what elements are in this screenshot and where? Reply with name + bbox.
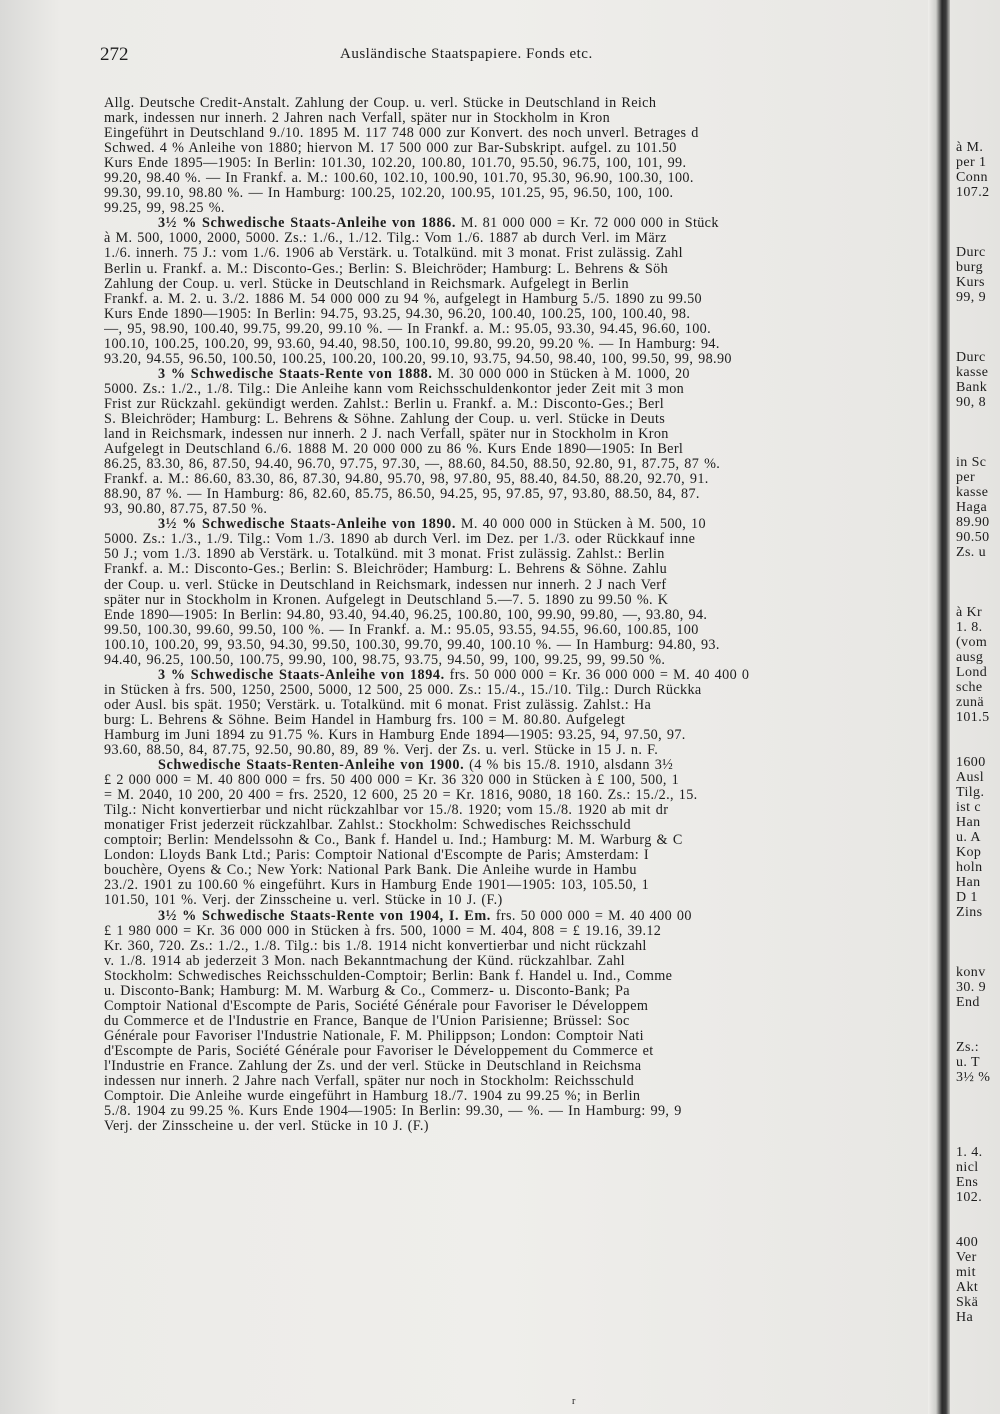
- line-text: Frankf. a. M. 2. u. 3./2. 1886 M. 54 000 000 zu 94 %, aufgelegt in Hamburg 5./5. 1890 zu 99.50: [104, 290, 703, 307]
- line-text: Kurs Ende 1890—1905: In Berlin: 94.75, 93.25, 94.30, 96.20, 100.40, 100.25, 100, 100.40, 98.: [104, 305, 691, 322]
- line-text: Tilg.: Nicht konvertierbar und nicht rückzahlbar vor 15./8. 1920; vom 15./8. 1920 ab mit dr: [104, 802, 669, 819]
- adjacent-page-fragment: u. A: [956, 830, 981, 845]
- line-text: Kr. 360, 720. Zs.: 1./2., 1./8. Tilg.: bis 1./8. 1914 nicht konvertierbar und nicht rückzahl: [104, 937, 647, 954]
- entry-title: 3½ % Schwedische Staats-Anleihe von 1886.: [158, 215, 456, 232]
- text-line: [104, 427, 922, 442]
- text-line: [104, 1044, 922, 1059]
- text-line: [104, 1029, 922, 1044]
- text-line: [104, 96, 922, 111]
- text-line: [104, 999, 922, 1014]
- adjacent-page-fragment: 400: [956, 1235, 979, 1250]
- adjacent-page-fragment: Han: [956, 875, 981, 890]
- line-text: (4 % bis 15./8. 1910, alsdann 3½: [464, 757, 674, 774]
- adjacent-page-fragment: Ens: [956, 1175, 979, 1190]
- adjacent-page-fragment: burg: [956, 260, 984, 275]
- entry-heading-line: [104, 668, 922, 683]
- text-line: [104, 171, 922, 186]
- adjacent-page-fragment: (vom: [956, 635, 988, 650]
- adjacent-page-fragment: ausg: [956, 650, 984, 665]
- text-line: [104, 743, 922, 758]
- entry-title: 3½ % Schwedische Staats-Anleihe von 1890.: [158, 516, 456, 533]
- adjacent-page-fragment: Ver: [956, 1250, 977, 1265]
- adjacent-page-fragment: Zs.:: [956, 1040, 979, 1055]
- line-text: M. 40 000 000 in Stücken à M. 500, 10: [456, 516, 706, 533]
- line-text: Zahlung der Coup. u. verl. Stücke in Deutschland in Reichsmark. Aufgelegt in Berlin: [104, 275, 629, 292]
- text-line: [104, 683, 922, 698]
- text-line: [104, 337, 922, 352]
- text-line: [104, 924, 922, 939]
- text-line: [104, 713, 922, 728]
- line-text: Frankf. a. M.: 86.60, 83.30, 86, 87.30, 94.80, 95.70, 98, 97.80, 95, 88.40, 84.50, 88.20, 92.70, 91.: [104, 471, 709, 488]
- adjacent-page-fragment: Tilg.: [956, 785, 985, 800]
- line-text: M. 30 000 000 in Stücken à M. 1000, 20: [432, 365, 690, 382]
- line-text: 1./6. innerh. 75 J.: vom 1./6. 1906 ab Verstärk. u. Totalkünd. mit 3 monat. Frist zulässig. Zahl: [104, 245, 683, 262]
- adjacent-page-edge: [956, 140, 1000, 1414]
- line-text: 100.10, 100.25, 100.20, 99, 93.60, 94.40, 98.50, 100.10, 99.80, 99.20, 99.20 %. — In Hamburg: 94.: [104, 335, 720, 352]
- adjacent-page-fragment: ist c: [956, 800, 981, 815]
- adjacent-page-fragment: u. T: [956, 1055, 980, 1070]
- line-text: oder Ausl. bis spät. 1950; Verstärk. u. Totalkünd. mit 6 monat. Frist zulässig. Zahlst.: Ha: [104, 696, 652, 713]
- adjacent-page-fragment: Kop: [956, 845, 982, 860]
- line-text: 93.60, 88.50, 84, 87.75, 92.50, 90.80, 89, 89 %. Verj. der Zs. u. verl. Stücke in 15 J. n. F.: [104, 742, 659, 759]
- line-text: mark, indessen nur innerh. 2 Jahren nach Verfall, später nur in Stockholm in Kron: [104, 110, 611, 127]
- text-line: [104, 487, 922, 502]
- line-text: in Stücken à frs. 500, 1250, 2500, 5000, 12 500, 25 000. Zs.: 15./4., 15./10. Tilg.: Durch Rückka: [104, 681, 702, 698]
- adjacent-page-fragment: per: [956, 470, 976, 485]
- adjacent-page-fragment: kasse: [956, 365, 989, 380]
- line-text: 5000. Zs.: 1./2., 1./8. Tilg.: Die Anleihe kann vom Reichsschuldenkontor jeder Zeit mit 3 mon: [104, 380, 685, 397]
- text-line: [104, 788, 922, 803]
- text-line: [104, 547, 922, 562]
- line-text: der Coup. u. verl. Stücke in Deutschland in Reichsmark, indessen nur innerh. 2 J nach Verf: [104, 576, 667, 593]
- line-text: frs. 50 000 000 = Kr. 36 000 000 = M. 40 400 0: [444, 666, 750, 683]
- adjacent-page-fragment: End: [956, 995, 980, 1010]
- text-line: [104, 156, 922, 171]
- line-text: = M. 2040, 10 200, 20 400 = frs. 2520, 12 600, 25 20 = Kr. 1816, 9080, 18 160. Zs.: 15./2., 15.: [104, 787, 698, 804]
- text-line: [104, 863, 922, 878]
- line-text: S. Bleichröder; Hamburg: L. Behrens & Söhne. Zahlung der Coup. u. verl. Stücke in Deuts: [104, 410, 666, 427]
- adjacent-page-fragment: Akt: [956, 1280, 979, 1295]
- line-text: 99.30, 99.10, 98.80 %. — In Hamburg: 100.25, 102.20, 100.95, 101.25, 95, 96.50, 100, 100.: [104, 185, 674, 202]
- text-line: [104, 893, 922, 908]
- line-text: à M. 500, 1000, 2000, 5000. Zs.: 1./6., 1./12. Tilg.: Vom 1./6. 1887 ab durch Verl. im März: [104, 230, 667, 247]
- adjacent-page-fragment: Skä: [956, 1295, 979, 1310]
- text-line: [104, 397, 922, 412]
- adjacent-page-fragment: mit: [956, 1265, 976, 1280]
- text-line: [104, 231, 922, 246]
- text-line: [104, 262, 922, 277]
- text-line: [104, 562, 922, 577]
- text-line: [104, 954, 922, 969]
- text-line: [104, 698, 922, 713]
- line-text: Berlin u. Frankf. a. M.: Disconto-Ges.; Berlin: S. Bleichröder; Hamburg: L. Behrens & Söh: [104, 260, 669, 277]
- adjacent-page-fragment: holn: [956, 860, 983, 875]
- line-text: 5000. Zs.: 1./3., 1./9. Tilg.: Vom 1./3. 1890 ab durch Verl. im Dez. per 1./3. oder Rückkauf inne: [104, 531, 696, 548]
- line-text: v. 1./8. 1914 ab jederzeit 3 Mon. nach Bekanntmachung der Künd. rückzahlbar. Zahl: [104, 952, 625, 969]
- adjacent-page-fragment: Ausl: [956, 770, 985, 785]
- line-text: später nur in Stockholm in Kronen. Aufgelegt in Deutschland 5.—7. 5. 1890 zu 99.50 %. K: [104, 591, 669, 608]
- adjacent-page-fragment: 90, 8: [956, 395, 986, 410]
- line-text: frs. 50 000 000 = M. 40 400 00: [490, 907, 692, 924]
- line-text: u. Disconto-Bank; Hamburg: M. M. Warburg & Co., Commerz- u. Disconto-Bank; Pa: [104, 982, 630, 999]
- adjacent-page-fragment: sche: [956, 680, 983, 695]
- adjacent-page-fragment: in Sc: [956, 455, 987, 470]
- adjacent-page-fragment: Zs. u: [956, 545, 986, 560]
- adjacent-page-fragment: D 1: [956, 890, 978, 905]
- entry-title: 3 % Schwedische Staats-Rente von 1888.: [158, 365, 433, 382]
- text-line: [104, 833, 922, 848]
- text-line: [104, 578, 922, 593]
- line-text: bouchère, Oyens & Co.; New York: National Park Bank. Die Anleihe wurde in Hambu: [104, 862, 637, 879]
- book-gutter: [928, 0, 950, 1414]
- line-text: 50 J.; vom 1./3. 1890 ab Verstärk. u. Totalkünd. mit 3 monat. Frist zulässig. Zahlst.: Berlin: [104, 546, 665, 563]
- entry-title: 3 % Schwedische Staats-Anleihe von 1894.: [158, 666, 445, 683]
- line-text: Verj. der Zinsscheine u. der verl. Stücke in 10 J. (F.): [104, 1118, 429, 1135]
- line-text: M. 81 000 000 = Kr. 72 000 000 in Stück: [456, 215, 719, 232]
- line-text: Générale pour Favoriser l'Industrie Nationale, F. M. Philippson; London: Comptoir Nati: [104, 1027, 644, 1044]
- text-line: [104, 818, 922, 833]
- line-text: indessen nur innerh. 2 Jahre nach Verfall, später nur noch in Stockholm: Reichsschuld: [104, 1073, 635, 1090]
- adjacent-page-fragment: 30. 9: [956, 980, 986, 995]
- line-text: Eingeführt in Deutschland 9./10. 1895 M. 117 748 000 zur Konvert. des noch unverl. Betrages d: [104, 125, 699, 142]
- text-line: [104, 532, 922, 547]
- text-line: [104, 878, 922, 893]
- line-text: 99.25, 99, 98.25 %.: [104, 200, 225, 217]
- adjacent-page-fragment: Kurs: [956, 275, 985, 290]
- text-line: [104, 1089, 922, 1104]
- text-line: [104, 322, 922, 337]
- adjacent-page-fragment: Haga: [956, 500, 988, 515]
- line-text: Comptoir National d'Escompte de Paris, Société Générale pour Favoriser le Développem: [104, 997, 649, 1014]
- text-column: [104, 96, 922, 1396]
- text-line: [104, 1104, 922, 1119]
- text-line: [104, 307, 922, 322]
- line-text: 94.40, 96.25, 100.50, 100.75, 99.90, 100, 98.75, 93.75, 94.50, 99, 100, 99.25, 99, 99.50 %.: [104, 651, 666, 668]
- line-text: London: Lloyds Bank Ltd.; Paris: Comptoir National d'Escompte de Paris; Amsterdam: I: [104, 847, 649, 864]
- adjacent-page-fragment: zunä: [956, 695, 985, 710]
- entry-title: Schwedische Staats-Renten-Anleihe von 1900.: [158, 757, 465, 774]
- text-line: [104, 1059, 922, 1074]
- line-text: Stockholm: Schwedisches Reichsschulden-Comptoir; Berlin: Bank f. Handel u. Ind., Comme: [104, 967, 673, 984]
- text-line: [104, 1014, 922, 1029]
- entry-heading-line: [104, 367, 922, 382]
- entry-title: 3½ % Schwedische Staats-Rente von 1904, I. Em.: [158, 907, 491, 924]
- line-text: Frankf. a. M.: Disconto-Ges.; Berlin: S. Bleichröder; Hamburg: L. Behrens & Söhne. Zahlu: [104, 561, 668, 578]
- text-line: [104, 277, 922, 292]
- footer-mark: r: [572, 1396, 576, 1407]
- adjacent-page-fragment: à M.: [956, 140, 984, 155]
- text-line: [104, 1074, 922, 1089]
- text-line: [104, 939, 922, 954]
- adjacent-page-fragment: Zins: [956, 905, 983, 920]
- adjacent-page-fragment: Durc: [956, 350, 986, 365]
- line-text: 5./8. 1904 zu 99.25 %. Kurs Ende 1904—1905: In Berlin: 99.30, — %. — In Hamburg: 99, 9: [104, 1103, 682, 1120]
- text-line: [104, 126, 922, 141]
- text-line: [104, 803, 922, 818]
- line-text: du Commerce et de l'Industrie en France, Banque de l'Union Parisienne; Brüssel: Soc: [104, 1012, 630, 1029]
- adjacent-page-fragment: 1. 8.: [956, 620, 983, 635]
- text-line: [104, 728, 922, 743]
- text-line: [104, 246, 922, 261]
- line-text: —, 95, 98.90, 100.40, 99.75, 99.20, 99.10 %. — In Frankf. a. M.: 95.05, 93.30, 94.45, 96.60, 100.: [104, 320, 711, 337]
- line-text: Kurs Ende 1895—1905: In Berlin: 101.30, 102.20, 100.80, 101.70, 95.50, 96.75, 100, 101, 99.: [104, 155, 687, 172]
- text-line: [104, 292, 922, 307]
- line-text: 23./2. 1901 zu 100.60 % eingeführt. Kurs in Hamburg Ende 1901—1905: 103, 105.50, 1: [104, 877, 650, 894]
- line-text: £ 2 000 000 = M. 40 800 000 = frs. 50 400 000 = Kr. 36 320 000 in Stücken à £ 100, 500, 1: [104, 772, 680, 789]
- adjacent-page-fragment: per 1: [956, 155, 987, 170]
- page-header: [100, 44, 880, 74]
- text-line: [104, 638, 922, 653]
- adjacent-page-fragment: 107.2: [956, 185, 990, 200]
- text-line: [104, 653, 922, 668]
- text-line: [104, 412, 922, 427]
- adjacent-page-fragment: Conn: [956, 170, 988, 185]
- line-text: Hamburg im Juni 1894 zu 91.75 %. Kurs in Hamburg Ende 1894—1905: 93.25, 94, 97.50, 97.: [104, 726, 686, 743]
- text-line: [104, 382, 922, 397]
- line-text: l'Industrie en France. Zahlung der Zs. und der verl. Stücke in Deutschland in Reichsma: [104, 1058, 642, 1074]
- line-text: 101.50, 101 %. Verj. der Zinsscheine u. verl. Stücke in 10 J. (F.): [104, 892, 503, 909]
- adjacent-page-fragment: 90.50: [956, 530, 990, 545]
- line-text: burg: L. Behrens & Söhne. Beim Handel in Hamburg frs. 100 = M. 80.80. Aufgelegt: [104, 711, 626, 728]
- text-line: [104, 201, 922, 216]
- text-line: [104, 186, 922, 201]
- line-text: 99.50, 100.30, 99.60, 99.50, 100 %. — In Frankf. a. M.: 95.05, 93.55, 94.55, 96.60, 100.85, 100: [104, 621, 699, 638]
- line-text: Schwed. 4 % Anleihe von 1880; hiervon M. 17 500 000 zur Bar-Subskript. aufgel. zu 101.50: [104, 140, 677, 157]
- line-text: 86.25, 83.30, 86, 87.50, 94.40, 96.70, 97.75, 97.30, —, 88.60, 84.50, 88.50, 92.80, 91, 87.75, 87 %.: [104, 456, 721, 473]
- text-line: [104, 111, 922, 126]
- text-line: [104, 352, 922, 367]
- adjacent-page-fragment: Lond: [956, 665, 988, 680]
- text-line: [104, 442, 922, 457]
- adjacent-page-fragment: kasse: [956, 485, 989, 500]
- text-line: [104, 472, 922, 487]
- line-text: £ 1 980 000 = Kr. 36 000 000 in Stücken à frs. 500, 1000 = M. 404, 808 = £ 19.16, 39.12: [104, 922, 662, 939]
- page-number: 272: [100, 44, 129, 65]
- adjacent-page-fragment: konv: [956, 965, 986, 980]
- text-line: [104, 623, 922, 638]
- text-line: [104, 984, 922, 999]
- adjacent-page-fragment: 99, 9: [956, 290, 986, 305]
- adjacent-page-fragment: 3½ %: [956, 1070, 991, 1085]
- entry-heading-line: [104, 758, 922, 773]
- line-text: 100.10, 100.20, 99, 93.50, 94.30, 99.50, 100.30, 99.70, 99.40, 100.10 %. — In Hamburg: 94.80, 93.: [104, 636, 720, 653]
- adjacent-page-fragment: Bank: [956, 380, 988, 395]
- line-text: 93, 90.80, 87.75, 87.50 %.: [104, 501, 268, 518]
- entry-heading-line: [104, 216, 922, 231]
- adjacent-page-fragment: Han: [956, 815, 981, 830]
- adjacent-page-fragment: 1. 4.: [956, 1145, 983, 1160]
- line-text: 99.20, 98.40 %. — In Frankf. a. M.: 100.60, 102.10, 100.90, 101.70, 95.30, 96.90, 100.30, 100.: [104, 170, 694, 187]
- text-line: [104, 593, 922, 608]
- text-line: [104, 1119, 922, 1134]
- line-text: Allg. Deutsche Credit-Anstalt. Zahlung der Coup. u. verl. Stücke in Deutschland in Reich: [104, 96, 657, 111]
- running-title: Ausländische Staatspapiere. Fonds etc.: [340, 46, 593, 62]
- line-text: monatiger Frist jederzeit rückzahlbar. Zahlst.: Stockholm: Schwedisches Reichsschuld: [104, 817, 631, 834]
- line-text: 93.20, 94.55, 96.50, 100.50, 100.25, 100.20, 100.20, 99.10, 93.75, 94.50, 98.40, 100, 99.50, 99, 98.90: [104, 350, 732, 367]
- line-text: land in Reichsmark, indessen nur innerh. 2 J. nach Verfall, später nur in Stockholm in Kron: [104, 426, 669, 443]
- adjacent-page-fragment: Ha: [956, 1310, 974, 1325]
- line-text: comptoir; Berlin: Mendelssohn & Co., Bank f. Handel u. Ind.; Hamburg: M. M. Warburg & C: [104, 832, 683, 849]
- adjacent-page-fragment: 1600: [956, 755, 986, 770]
- adjacent-page-fragment: à Kr: [956, 605, 983, 620]
- line-text: Comptoir. Die Anleihe wurde eingeführt in Hamburg 18./7. 1904 zu 99.25 %; in Berlin: [104, 1088, 641, 1105]
- adjacent-page-fragment: Durc: [956, 245, 986, 260]
- text-line: [104, 608, 922, 623]
- adjacent-page-fragment: 89.90: [956, 515, 990, 530]
- text-line: [104, 141, 922, 156]
- text-line: [104, 848, 922, 863]
- line-text: Frist zur Rückzahl. gekündigt werden. Zahlst.: Berlin u. Frankf. a. M.: Disconto-Ges.; Berl: [104, 395, 665, 412]
- adjacent-page-fragment: 101.5: [956, 710, 990, 725]
- text-line: [104, 969, 922, 984]
- line-text: d'Escompte de Paris, Société Générale pour Favoriser le Développement du Commerce et: [104, 1042, 654, 1059]
- line-text: Aufgelegt in Deutschland 6./6. 1888 M. 20 000 000 zu 86 %. Kurs Ende 1890—1905: In Berl: [104, 441, 684, 458]
- text-line: [104, 773, 922, 788]
- entry-heading-line: [104, 517, 922, 532]
- line-text: Ende 1890—1905: In Berlin: 94.80, 93.40, 94.40, 96.25, 100.80, 100, 99.90, 99.80, —, 93.80, 94.: [104, 606, 708, 623]
- text-line: [104, 502, 922, 517]
- adjacent-page-fragment: nicl: [956, 1160, 979, 1175]
- line-text: 88.90, 87 %. — In Hamburg: 86, 82.60, 85.75, 86.50, 94.25, 95, 97.85, 97, 93.80, 88.50, 84, 87.: [104, 486, 700, 503]
- entry-heading-line: [104, 909, 922, 924]
- text-line: [104, 457, 922, 472]
- adjacent-page-fragment: 102.: [956, 1190, 983, 1205]
